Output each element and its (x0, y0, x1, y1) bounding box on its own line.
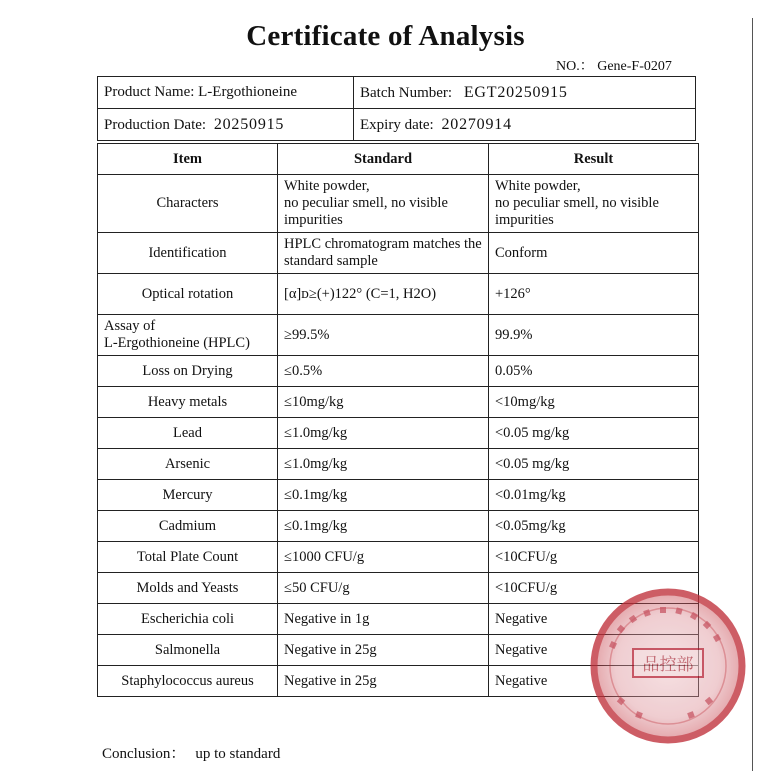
row-item: Salmonella (98, 635, 278, 666)
conclusion-value: up to standard (195, 746, 281, 762)
header-row-2 (98, 109, 696, 141)
expiry-date-cell (354, 109, 696, 141)
production-date-cell (98, 109, 354, 141)
batch-number-label: Batch Number: (360, 84, 453, 101)
table-row (98, 274, 699, 315)
conclusion-label: Conclusion： (102, 746, 186, 762)
production-date-label: Production Date: (104, 116, 207, 133)
row-item: Identification (98, 233, 278, 274)
row-item: Escherichia coli (98, 604, 278, 635)
row-standard: Negative in 25g (278, 666, 489, 697)
product-header-table (97, 76, 696, 141)
row-item: Cadmium (98, 511, 278, 542)
row-standard: ≤50 CFU/g (278, 573, 489, 604)
production-date-value: 20250915 (213, 115, 285, 133)
row-item: Arsenic (98, 449, 278, 480)
row-standard: Negative in 1g (278, 604, 489, 635)
row-result: <0.05 mg/kg (489, 418, 699, 449)
row-item: Characters (98, 175, 278, 233)
document-number: NO.： Gene-F-0207 (556, 59, 672, 74)
batch-number-value: EGT20250915 (463, 83, 568, 101)
row-result: <10CFU/g (489, 573, 699, 604)
column-header-standard: Standard (278, 144, 489, 175)
row-result: Negative (489, 604, 699, 635)
product-name: Product Name: L-Ergothioneine (98, 77, 354, 109)
row-result: <0.01mg/kg (489, 480, 699, 511)
row-standard: ≥99.5% (278, 315, 489, 356)
table-row (98, 387, 699, 418)
row-item: Total Plate Count (98, 542, 278, 573)
expiry-date-label: Expiry date: (360, 116, 434, 133)
row-item: Heavy metals (98, 387, 278, 418)
row-item: Mercury (98, 480, 278, 511)
row-result: 99.9% (489, 315, 699, 356)
row-standard: HPLC chromatogram matches the standard sample (278, 233, 489, 274)
row-standard: [α]ᴅ≥(+)122° (C=1, H2O) (278, 274, 489, 315)
row-item: Staphylococcus aureus (98, 666, 278, 697)
header-row-1 (98, 77, 696, 109)
batch-number-cell (354, 77, 696, 109)
row-result: +126° (489, 274, 699, 315)
row-result: <10mg/kg (489, 387, 699, 418)
row-item: Molds and Yeasts (98, 573, 278, 604)
table-row (98, 511, 699, 542)
column-header-item: Item (98, 144, 278, 175)
row-standard: ≤1.0mg/kg (278, 418, 489, 449)
table-row (98, 418, 699, 449)
column-header-result: Result (489, 144, 699, 175)
table-row (98, 233, 699, 274)
row-standard: ≤1000 CFU/g (278, 542, 489, 573)
row-standard: ≤10mg/kg (278, 387, 489, 418)
row-standard: ≤0.1mg/kg (278, 511, 489, 542)
row-item: Lead (98, 418, 278, 449)
conclusion (102, 742, 280, 763)
row-standard: White powder, no peculiar smell, no visible impurities (278, 175, 489, 233)
table-row (98, 175, 699, 233)
analysis-table-header (98, 144, 699, 175)
company-seal-icon (588, 586, 748, 746)
table-row (98, 315, 699, 356)
row-result: <0.05mg/kg (489, 511, 699, 542)
row-standard: ≤0.1mg/kg (278, 480, 489, 511)
table-row (98, 449, 699, 480)
row-result: 0.05% (489, 356, 699, 387)
row-result: Negative (489, 635, 699, 666)
table-row (98, 480, 699, 511)
row-standard: ≤0.5% (278, 356, 489, 387)
row-standard: ≤1.0mg/kg (278, 449, 489, 480)
table-row (98, 356, 699, 387)
page-edge-divider (752, 18, 753, 771)
row-result: <0.05 mg/kg (489, 449, 699, 480)
table-row (98, 542, 699, 573)
document-title: Certificate of Analysis (246, 20, 525, 52)
row-item: Assay of L-Ergothioneine (HPLC) (98, 315, 278, 356)
row-result: Negative (489, 666, 699, 697)
seal-center-text: 品控部 (642, 655, 694, 675)
expiry-date-value: 20270914 (441, 115, 512, 133)
company-seal-graphic (588, 586, 748, 746)
row-result: <10CFU/g (489, 542, 699, 573)
row-item: Loss on Drying (98, 356, 278, 387)
row-item: Optical rotation (98, 274, 278, 315)
row-standard: Negative in 25g (278, 635, 489, 666)
row-result: Conform (489, 233, 699, 274)
row-result: White powder, no peculiar smell, no visible impurities (489, 175, 699, 233)
